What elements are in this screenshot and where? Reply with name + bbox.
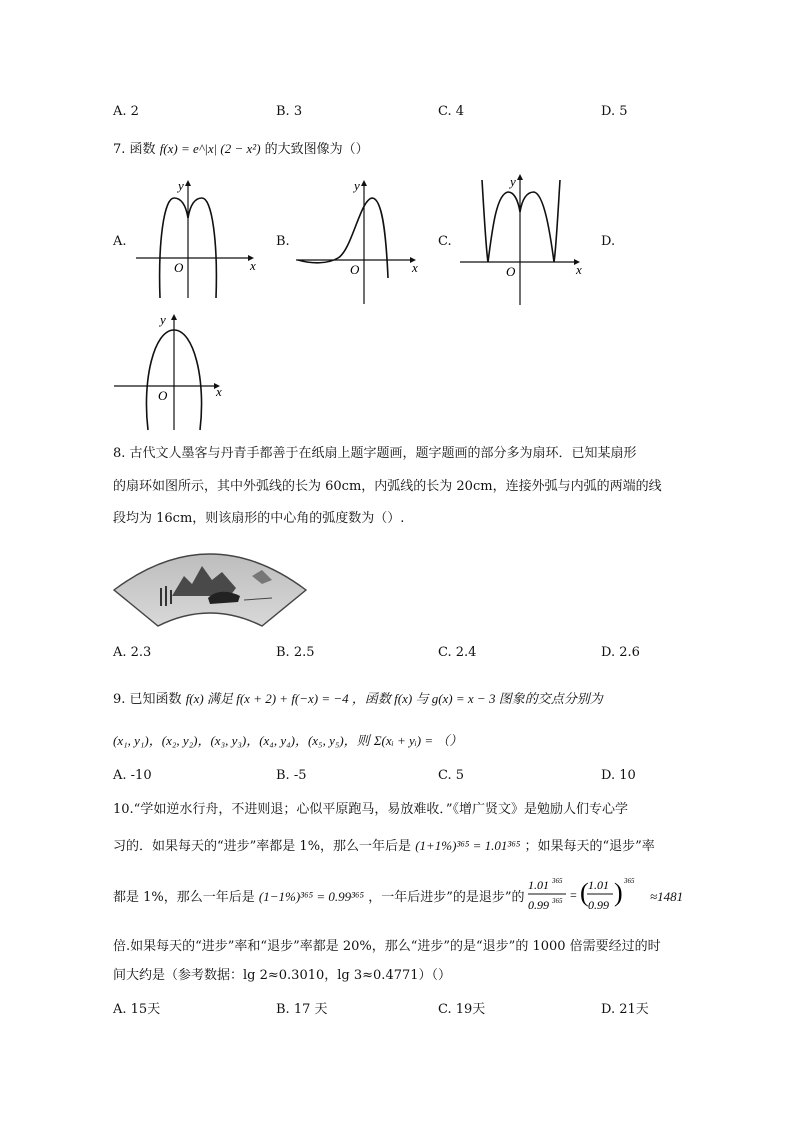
q7-label-c[interactable]: C.: [438, 234, 452, 249]
origin-label: O: [506, 264, 516, 279]
q10-option-a[interactable]: A. 15天: [113, 1002, 161, 1017]
x-axis-label: x: [412, 260, 418, 275]
q8-line-1: 8. 古代文人墨客与丹青手都善于在纸扇上题字题画，题字题画的部分多为扇环．已知某扇形: [113, 446, 637, 461]
q8-option-a[interactable]: A. 2.3: [113, 645, 152, 660]
q9-line-2: [113, 732, 462, 751]
x-axis-label: x: [216, 384, 222, 399]
q9-option-c[interactable]: C. 5: [438, 768, 465, 783]
x-axis-label: x: [576, 262, 582, 277]
q7-graph-c[interactable]: [456, 172, 586, 307]
q7-stem-suffix: 的大致图像为（）: [264, 142, 369, 157]
q9-points: (x₁, y₁)，(x₂, y₂)，(x₃, y₃)，(x₄, y₄)，(x₅, y₅)，则: [113, 733, 370, 748]
q6-option-b[interactable]: B. 3: [276, 104, 303, 119]
q10-line-2c: ；如果每天的“退步”率: [524, 839, 655, 854]
y-axis-arrow: [185, 180, 191, 186]
q7-graph-d[interactable]: [110, 310, 240, 435]
q10-approx-value: ≈1481: [650, 889, 684, 904]
q9-line-1: [113, 690, 603, 709]
fan-painting-image: [112, 536, 308, 632]
q9-stem-prefix: 9. 已知函数: [113, 692, 182, 707]
q10-line-5: 间大约是（参考数据：lg 2≈0.3010，lg 3≈0.4771）（）: [113, 968, 452, 983]
q7-stem-prefix: 7. 函数: [113, 142, 156, 157]
y-axis-arrow: [171, 314, 177, 320]
q9-option-b[interactable]: B. -5: [276, 768, 307, 783]
q9-option-d[interactable]: D. 10: [601, 768, 636, 783]
q10-formula-regress: (1−1%)³⁶⁵ = 0.99³⁶⁵: [258, 889, 365, 904]
y-axis-label: y: [160, 312, 166, 327]
q7-stem: [113, 140, 369, 159]
svg-text:1.01: 1.01: [528, 878, 549, 892]
q6-option-c[interactable]: C. 4: [438, 104, 465, 119]
svg-text:365: 365: [552, 877, 563, 885]
svg-text:0.99: 0.99: [588, 898, 609, 912]
svg-text:1.01: 1.01: [588, 878, 609, 892]
q10-ratio-formula: [526, 873, 646, 921]
q10-line-3c: ，一年后进步”的是退步”的: [368, 890, 525, 905]
q8-option-b[interactable]: B. 2.5: [276, 645, 315, 660]
q7-label-b[interactable]: B.: [276, 234, 290, 249]
y-axis-label: y: [354, 178, 360, 193]
q9-sum: Σ(xᵢ + yᵢ) = （）: [373, 733, 463, 748]
svg-text:0.99: 0.99: [528, 898, 549, 912]
q8-line-3: 段均为 16cm，则该扇形的中心角的弧度数为（）.: [113, 511, 405, 526]
q10-formula-progress: (1+1%)³⁶⁵ = 1.01³⁶⁵: [415, 838, 521, 853]
y-axis-arrow: [517, 174, 523, 180]
q10-line-3a: 都是 1%，那么一年后是: [113, 890, 255, 905]
q8-line-2: 的扇环如图所示，其中外弧线的长为 60cm，内弧线的长为 20cm，连接外弧与内弧的两端的线: [113, 479, 662, 494]
y-axis-arrow: [361, 180, 367, 186]
q7-graph-a[interactable]: [130, 172, 260, 302]
q10-line-1: 10.“学如逆水行舟，不进则退；心似平原跑马，易放难收．”《增广贤文》是勉励人们专心学: [113, 802, 628, 817]
q10-option-d[interactable]: D. 21天: [601, 1002, 649, 1017]
q7-formula: f(x) = e^|x| (2 − x²): [159, 141, 261, 156]
q8-option-c[interactable]: C. 2.4: [438, 645, 477, 660]
svg-text:=: =: [570, 888, 577, 902]
q10-line-2a: 习的．如果每天的“进步”率都是 1%，那么一年后是: [113, 839, 412, 854]
origin-label: O: [158, 388, 168, 403]
y-axis-label: y: [510, 174, 516, 189]
q10-option-c[interactable]: C. 19天: [438, 1002, 486, 1017]
svg-text:): ): [614, 878, 623, 907]
q10-line-4: 倍.如果每天的“进步”率和“退步”率都是 20%，那么“进步”的是“退步”的 1000 倍需要经过的时: [113, 939, 661, 954]
q6-option-d[interactable]: D. 5: [601, 104, 628, 119]
q10-option-b[interactable]: B. 17 天: [276, 1002, 328, 1017]
curve: [298, 198, 388, 278]
origin-label: O: [350, 262, 360, 277]
q7-graph-b[interactable]: [292, 172, 422, 307]
svg-text:365: 365: [624, 877, 635, 885]
q9-condition: f(x) 满足 f(x + 2) + f(−x) = −4 ，函数 f(x) 与 g(x) = x − 3 图象的交点分别为: [185, 691, 603, 706]
x-axis-label: x: [250, 258, 256, 273]
origin-label: O: [174, 260, 184, 275]
q10-line-2: [113, 837, 655, 856]
q6-option-a[interactable]: A. 2: [113, 104, 139, 119]
y-axis-label: y: [178, 178, 184, 193]
q7-label-d[interactable]: D.: [601, 234, 616, 249]
curve: [482, 180, 560, 262]
q10-line-3: [113, 888, 525, 907]
svg-text:365: 365: [552, 897, 563, 905]
svg-text:(: (: [580, 878, 589, 907]
q7-label-a[interactable]: A.: [113, 234, 127, 249]
q8-option-d[interactable]: D. 2.6: [601, 645, 640, 660]
q9-option-a[interactable]: A. -10: [113, 768, 152, 783]
